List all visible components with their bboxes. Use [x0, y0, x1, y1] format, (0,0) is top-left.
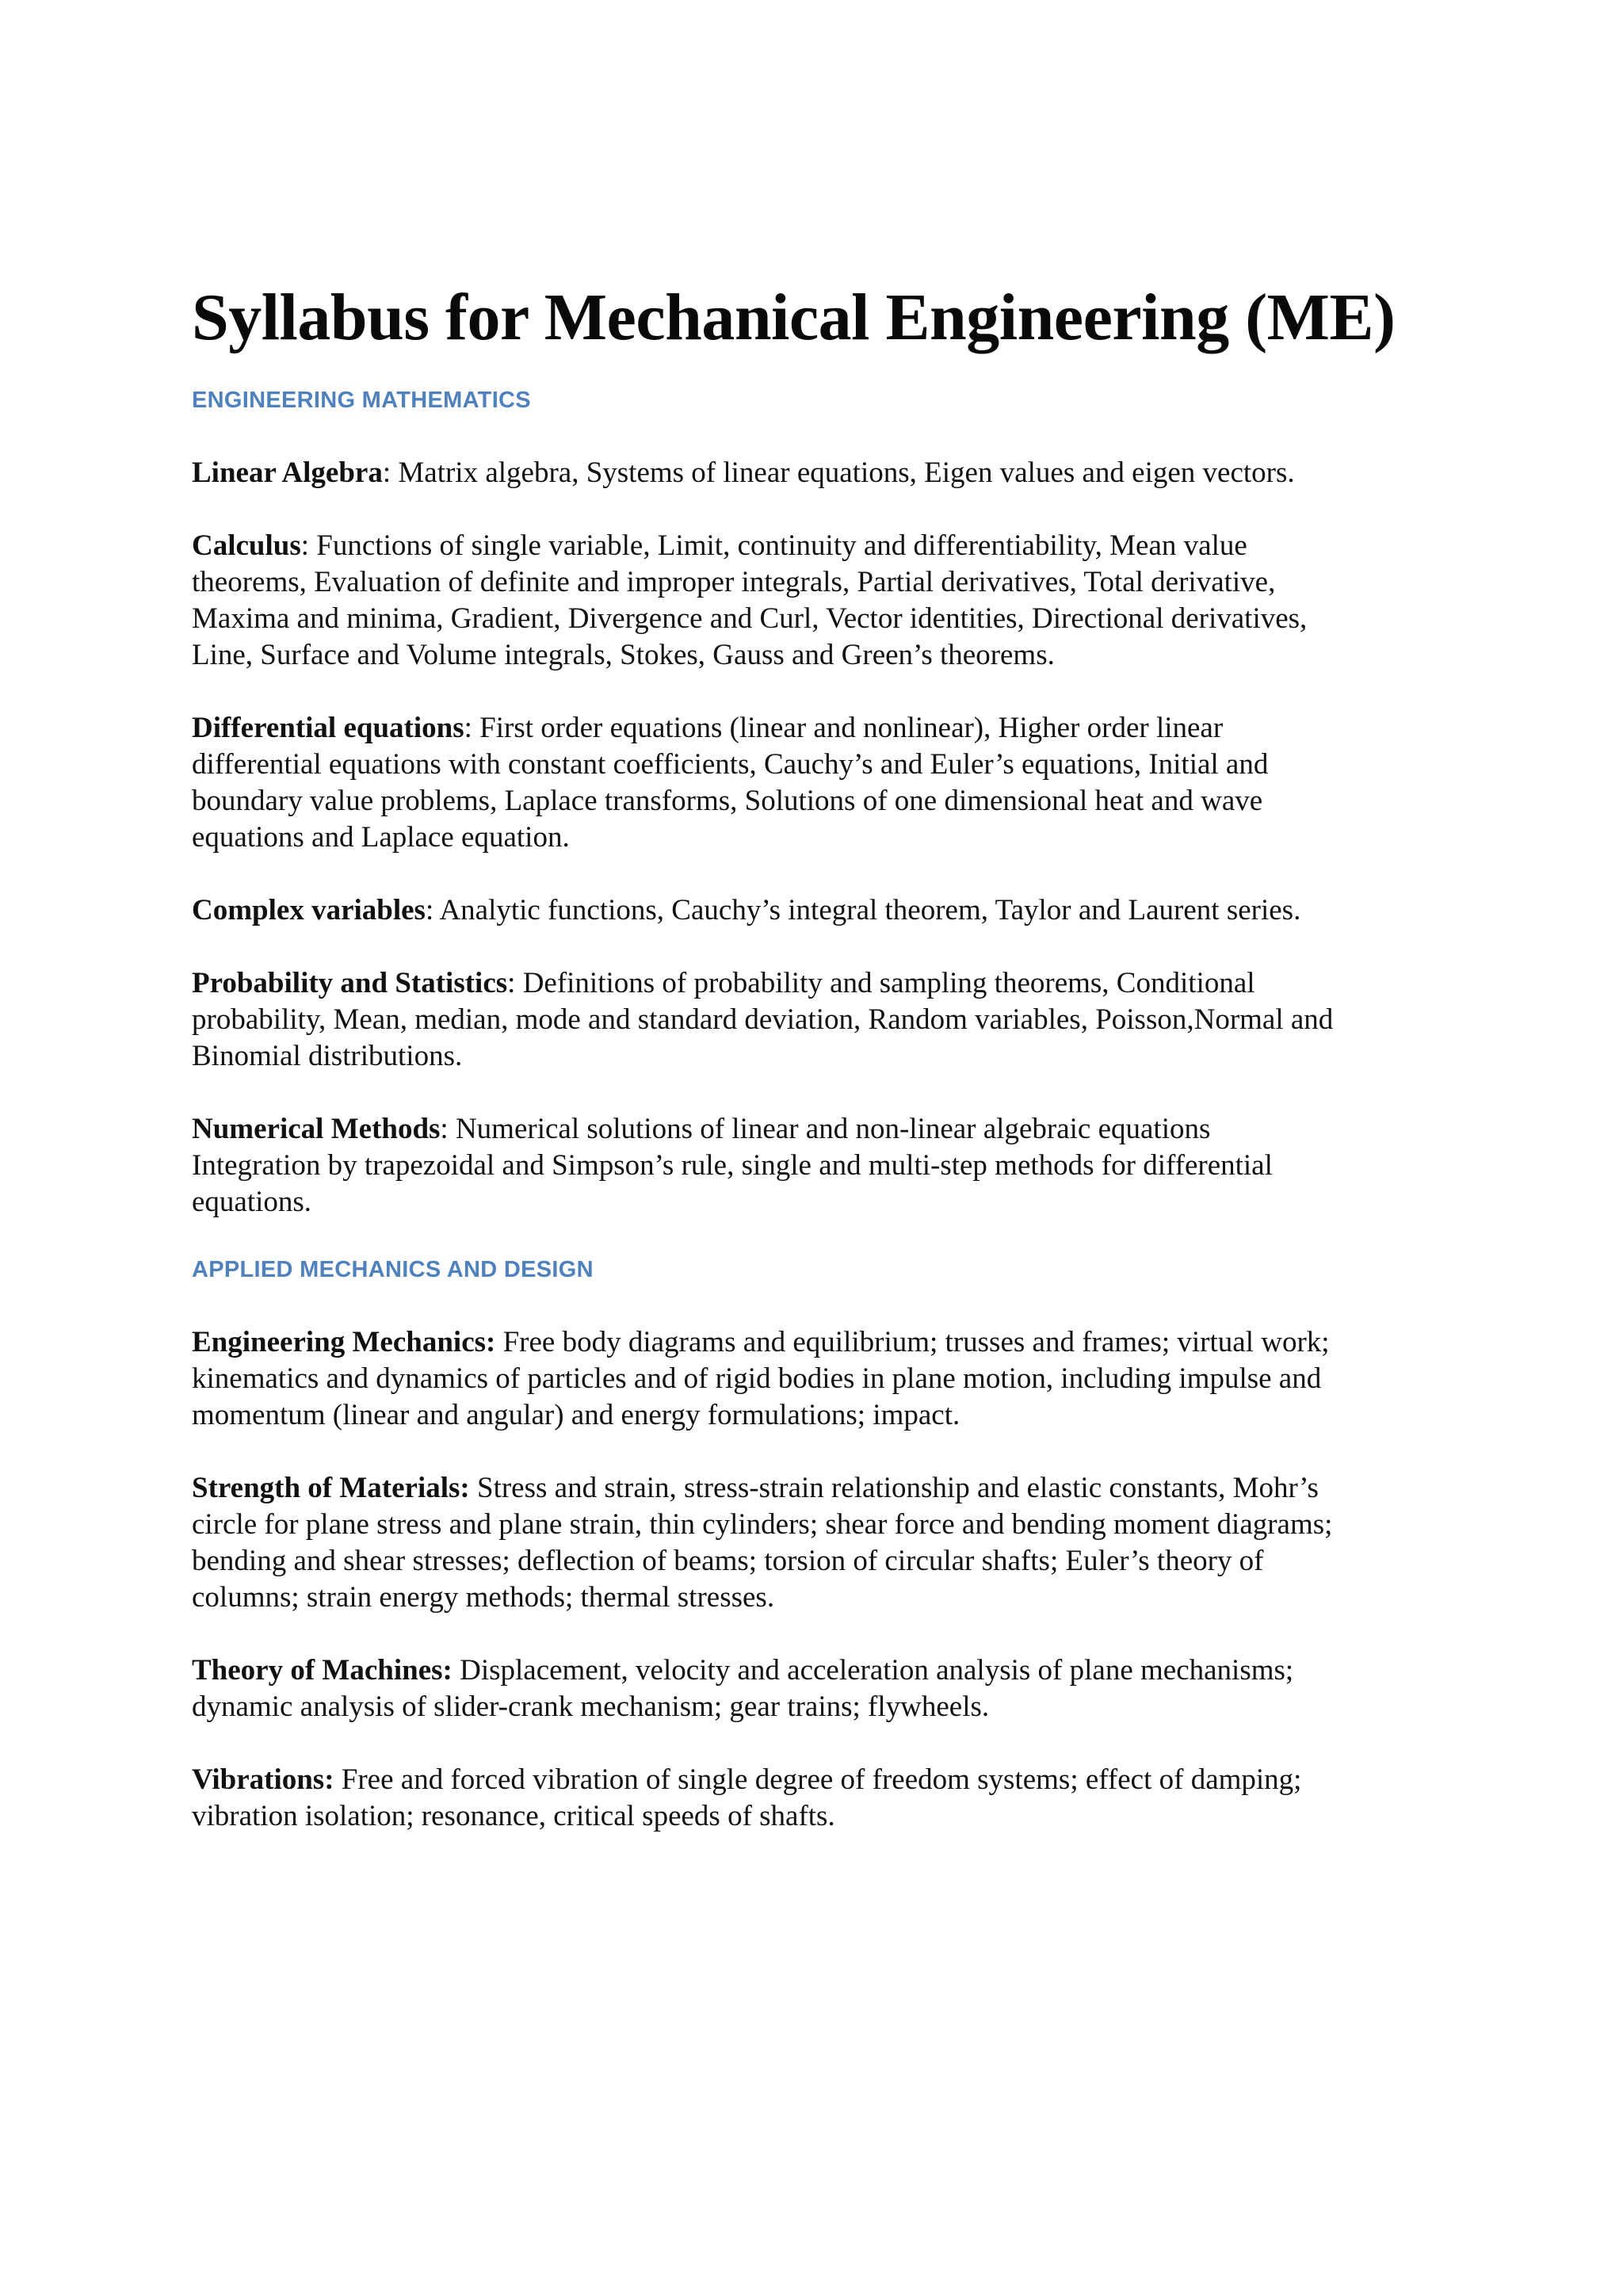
topic-term: Numerical Methods — [192, 1113, 441, 1146]
topic-complex-variables — [192, 892, 1444, 929]
section-heading: APPLIED MECHANICS AND DESIGN — [192, 1257, 594, 1283]
topic-differential-equations — [192, 710, 1444, 856]
topic-text: Analytic functions, Cauchy’s integral theorem, Taylor and Laurent series. — [439, 894, 1301, 927]
topic-separator — [495, 1326, 502, 1358]
topic-term: Complex variables — [192, 894, 426, 927]
topic-term: Calculus — [192, 529, 301, 563]
topic-separator: : — [425, 894, 440, 927]
topic-text: Definitions of probability and sampling theorems, Conditional probability, Mean, median, mode and standard deviation, Random variables, Poisson,Normal and Binomial distributions. — [192, 967, 1334, 1073]
topic-separator: : — [440, 1113, 456, 1146]
topic-term: Probability and Statistics — [192, 967, 508, 1000]
topic-linear-algebra — [192, 455, 1444, 491]
topic-term: Engineering Mechanics: — [192, 1326, 496, 1359]
topic-text: Matrix algebra, Systems of linear equations, Eigen values and eigen vectors. — [398, 457, 1295, 490]
topic-theory-of-machines — [192, 1652, 1444, 1725]
topic-term: Strength of Materials: — [192, 1472, 470, 1505]
topic-term: Linear Algebra — [192, 457, 383, 490]
topic-probability-statistics — [192, 965, 1444, 1075]
topic-term: Theory of Machines: — [192, 1654, 453, 1687]
page-title: Syllabus for Mechanical Engineering (ME) — [192, 281, 1396, 354]
topic-separator — [334, 1763, 342, 1796]
topic-numerical-methods — [192, 1111, 1444, 1221]
topic-separator — [470, 1472, 477, 1504]
topic-text: First order equations (linear and nonlinear), Higher order linear differential equations with constant coefficients, Cauchy’s and Euler’s equations, Initial and boundary value problems, Laplace transforms, Solutions of one dimensional heat and wave equations and Laplace equation. — [192, 712, 1269, 854]
topic-term: Vibrations: — [192, 1763, 334, 1797]
topic-separator — [453, 1654, 460, 1687]
topic-text: Displacement, velocity and acceleration analysis of plane mechanisms; dynamic analysis of slider-crank mechanism; gear trains; flywheels. — [192, 1654, 1294, 1724]
topic-text: Numerical solutions of linear and non-linear algebraic equations Integration by trapezoidal and Simpson’s rule, single and multi-step methods for differential equations. — [192, 1113, 1273, 1219]
topic-separator: : — [507, 967, 523, 1000]
document-page — [192, 281, 1444, 1871]
topic-vibrations — [192, 1762, 1444, 1835]
section-applied-mechanics-design — [192, 1257, 1444, 1835]
topic-text: Free and forced vibration of single degree of freedom systems; effect of damping; vibration isolation; resonance, critical speeds of shafts. — [192, 1763, 1302, 1833]
section-engineering-mathematics — [192, 388, 1444, 1221]
topic-separator: : — [382, 457, 399, 490]
section-heading: ENGINEERING MATHEMATICS — [192, 388, 531, 414]
topic-strength-of-materials — [192, 1470, 1444, 1616]
topic-separator: : — [300, 529, 317, 563]
topic-separator: : — [464, 712, 480, 745]
topic-term: Differential equations — [192, 712, 464, 745]
topic-text: Functions of single variable, Limit, continuity and differentiability, Mean value theorems, Evaluation of definite and improper integrals, Partial derivatives, Total derivative, Maxima and minima, Gradient, Divergence and Curl, Vector identities, Directional derivatives, Line, Surface and Volume integrals, Stokes, Gauss and Green’s theorems. — [192, 529, 1308, 672]
topic-engineering-mechanics — [192, 1324, 1444, 1434]
topic-calculus — [192, 528, 1444, 674]
topic-text: Stress and strain, stress-strain relationship and elastic constants, Mohr’s circle for plane stress and plane strain, thin cylinders; shear force and bending moment diagrams; bending and shear stresses; deflection of beams; torsion of circular shafts; Euler’s theory of columns; strain energy methods; thermal stresses. — [192, 1472, 1333, 1614]
topic-text: Free body diagrams and equilibrium; trusses and frames; virtual work; kinematics and dynamics of particles and of rigid bodies in plane motion, including impulse and momentum (linear and angular) and energy formulations; impact. — [192, 1326, 1330, 1432]
